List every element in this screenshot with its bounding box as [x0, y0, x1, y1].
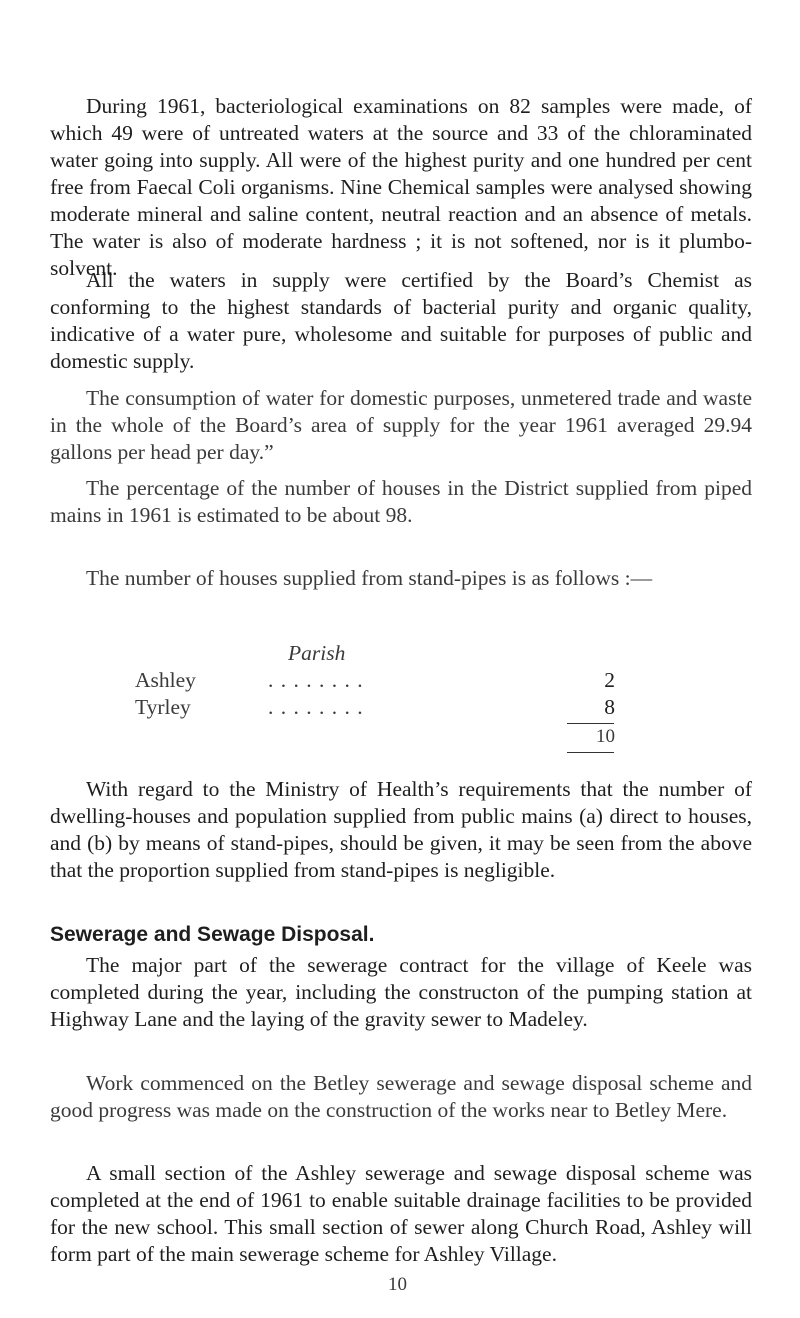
paragraph-bacteriological-examinations: During 1961, bacteriological examinations on 82 samples were made, of which 49 were of untreated waters at the source and 33 of the chloraminated water going into supply. All were of the highest purity and one hundred per cent free from Faecal Coli organisms. Nine Chemical samples were analysed showing moderate mineral and saline content, neutral reaction and an absence of metals. The water is also of moderate hardness ; it is not softened, nor is it plumbo-solvent. — [50, 94, 752, 280]
dot-leader: . . . . . . . . — [268, 695, 364, 719]
paragraph-standpipes-intro: The number of houses supplied from stand-pipes is as follows :— — [86, 566, 653, 590]
parish-house-count: 8 — [604, 695, 615, 719]
paragraph-chemist-certification: All the waters in supply were certified by the Board’s Chemist as conforming to the highest standards of bacterial purity and organic quality, indicative of a water pure, wholesome and suitable for purposes of public and domestic supply. — [50, 268, 752, 373]
paragraph-piped-mains-percentage: The percentage of the number of houses in the District supplied from piped mains in 1961 is estimated to be about 98. — [50, 476, 752, 527]
paragraph-betley-scheme: Work commenced on the Betley sewerage and sewage disposal scheme and good progress was made on the construction of the works near to Betley Mere. — [50, 1071, 752, 1122]
parish-column-heading: Parish — [288, 641, 346, 665]
parish-name: Tyrley — [135, 695, 191, 719]
section-heading-sewerage: Sewerage and Sewage Disposal. — [50, 923, 375, 946]
paragraph-water-consumption: The consumption of water for domestic purposes, unmetered trade and waste in the whole of the Board’s area of supply for the year 1961 averaged 29.94 gallons per head per day.” — [50, 386, 752, 464]
parish-total: 10 — [596, 726, 615, 747]
parish-row-ashley — [135, 667, 615, 694]
parish-row-tyrley — [135, 694, 615, 721]
page-number: 10 — [388, 1274, 407, 1295]
total-rule-bottom — [567, 752, 614, 753]
paragraph-ministry-requirements: With regard to the Ministry of Health’s requirements that the number of dwelling-houses and population supplied from public mains (a) direct to houses, and (b) by means of stand-pipes, should be given, it may be seen from the above that the proportion supplied from stand-pipes is negligible. — [50, 777, 752, 882]
parish-name: Ashley — [135, 668, 196, 692]
dot-leader: . . . . . . . . — [268, 668, 364, 692]
paragraph-ashley-scheme: A small section of the Ashley sewerage and sewage disposal scheme was completed at the end of 1961 to enable suitable drainage facilities to be provided for the new school. This small section of sewer along Church Road, Ashley will form part of the main sewerage scheme for Ashley Village. — [50, 1161, 752, 1266]
paragraph-keele-sewerage: The major part of the sewerage contract for the village of Keele was completed during the year, including the constructon of the pumping station at Highway Lane and the laying of the gravity sewer to Madeley. — [50, 953, 752, 1031]
parish-house-count: 2 — [604, 668, 615, 692]
total-rule-top — [567, 723, 614, 724]
